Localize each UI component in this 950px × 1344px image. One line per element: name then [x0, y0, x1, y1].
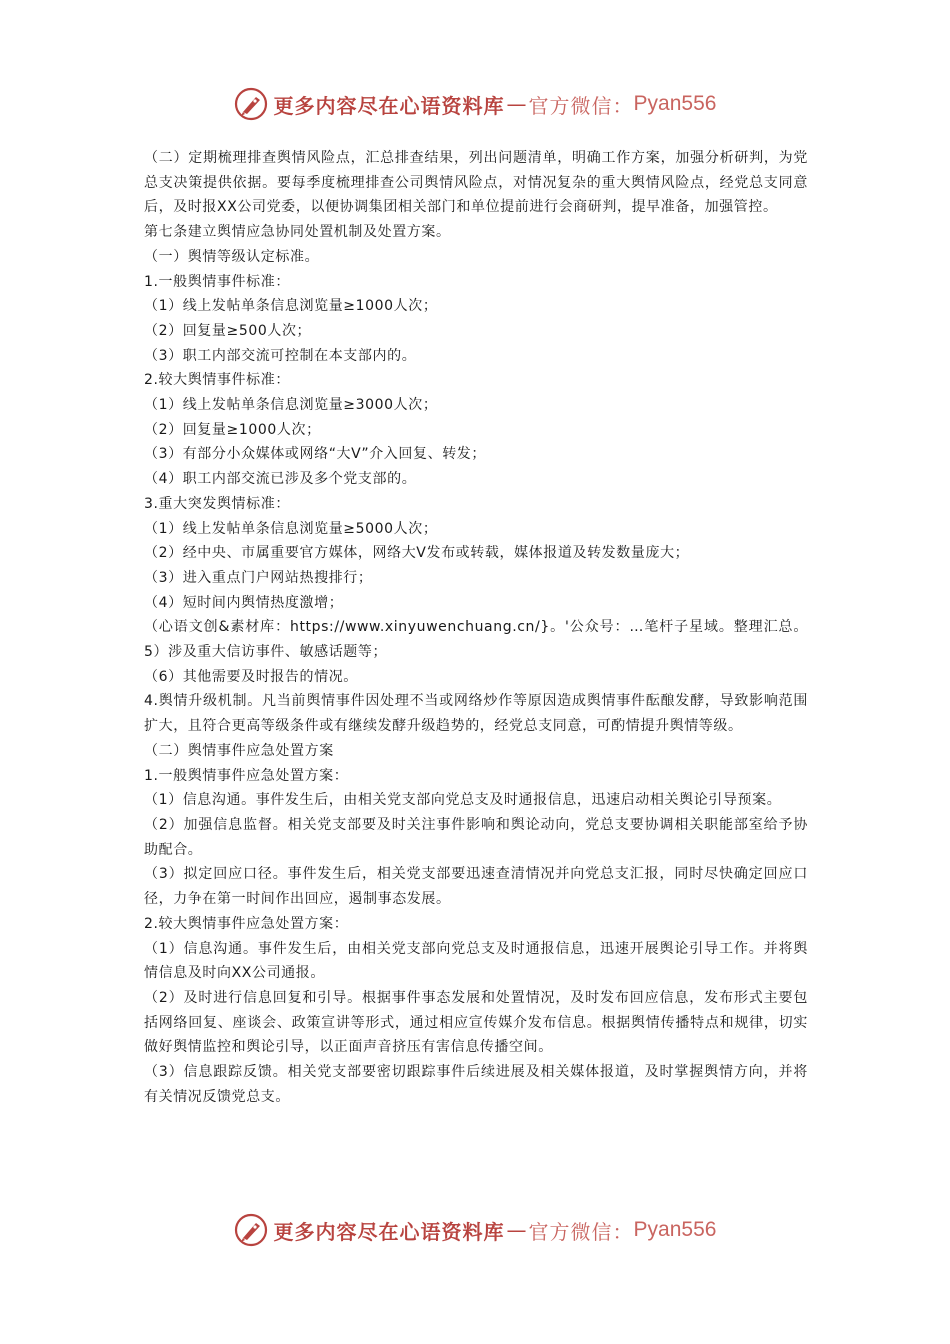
list-item: （1）线上发帖单条信息浏览量≥5000人次；	[144, 520, 438, 537]
list-heading: 1.一般舆情事件标准：	[144, 273, 290, 290]
banner-dash: —	[506, 92, 527, 116]
banner-main-text: 更多内容尽在心语资料库	[273, 1219, 505, 1244]
list-item: （2）加强信息监督。相关党支部要及时关注事件影响和舆论动向，党总支要协调相关职能部室给予协助配合。	[144, 816, 808, 858]
list-item: （1）信息沟通。事件发生后，由相关党支部向党总支及时通报信息，迅速启动相关舆论引导预案。	[144, 792, 782, 809]
footer-banner	[0, 1208, 950, 1252]
list-item: （2）及时进行信息回复和引导。根据事件事态发展和处置情况，及时发布回应信息，发布形式主要包括网络回复、座谈会、政策宣讲等形式，通过相应宣传媒介发布信息。根据舆情传播特点和规律，切实做好舆情监控和舆论引导，以正面声音挤压有害信息传播空间。	[144, 989, 808, 1056]
header-banner	[0, 82, 950, 126]
list-item: （2）回复量≥1000人次；	[144, 421, 321, 438]
list-item: （1）信息沟通。事件发生后，由相关党支部向党总支及时通报信息，迅速开展舆论引导工作。并将舆情信息及时向XX公司通报。	[144, 940, 808, 982]
banner-dash: —	[506, 1218, 527, 1242]
banner-wechat-label: 官方微信：	[528, 1219, 634, 1244]
list-item: （3）信息跟踪反馈。相关党支部要密切跟踪事件后续进展及相关媒体报道，及时掌握舆情方向，并将有关情况反馈党总支。	[144, 1064, 808, 1105]
banner-wechat-id: Pyan556	[633, 92, 717, 115]
paragraph: （二）定期梳理排查舆情风险点，汇总排查结果，列出问题清单，明确工作方案，加强分析研判，为党总支决策提供依据。要每季度梳理排查公司舆情风险点，对情况复杂的重大舆情风险点，经党总支同意后，及时报XX公司党委，以便协调集团相关部门和单位提前进行会商研判，提早准备，加强管控。	[144, 150, 808, 216]
list-item: （3）拟定回应口径。事件发生后，相关党支部要迅速查清情况并向党总支汇报，同时尽快确定回应口径，力争在第一时间作出回应，遏制事态发展。	[144, 866, 808, 908]
pen-nib-logo-icon	[234, 87, 268, 121]
banner-main-text: 更多内容尽在心语资料库	[273, 93, 505, 118]
banner-wechat-id: Pyan556	[633, 1218, 717, 1241]
list-item: （2）回复量≥500人次；	[144, 322, 312, 339]
subsection-heading: （一）舆情等级认定标准。	[144, 248, 320, 265]
list-heading: 3.重大突发舆情标准：	[144, 495, 290, 512]
list-item: （6）其他需要及时报告的情况。	[144, 668, 358, 685]
list-heading: 2.较大舆情事件应急处置方案：	[144, 915, 349, 932]
list-heading: 1.一般舆情事件应急处置方案：	[144, 767, 349, 784]
subsection-heading: （二）舆情事件应急处置方案	[144, 742, 334, 759]
list-item: （1）线上发帖单条信息浏览量≥3000人次；	[144, 397, 438, 414]
watermark-note-paragraph: （心语文创&素材库：https://www.xinyuwenchuang.cn/}。'公众号：…笔杆子星域。整理汇总。5）涉及重大信访事件、敏感话题等；	[144, 619, 808, 661]
list-item: （4）短时间内舆情热度激增；	[144, 594, 344, 611]
list-item: （3）进入重点门户网站热搜排行；	[144, 569, 373, 586]
list-item: （4）职工内部交流已涉及多个党支部的。	[144, 471, 417, 488]
section-heading: 第七条建立舆情应急协同处置机制及处置方案。	[144, 224, 451, 241]
paragraph: 4.舆情升级机制。凡当前舆情事件因处理不当或网络炒作等原因造成舆情事件酝酿发酵，导致影响范围扩大，且符合更高等级条件或有继续发酵升级趋势的，经党总支同意，可酌情提升舆情等级。	[144, 693, 808, 735]
banner-wechat-label: 官方微信：	[528, 93, 634, 118]
list-heading: 2.较大舆情事件标准：	[144, 372, 290, 389]
document-body	[144, 146, 808, 1109]
list-item: （2）经中央、市属重要官方媒体，网络大V发布或转载，媒体报道及转发数量庞大；	[144, 545, 690, 562]
list-item: （1）线上发帖单条信息浏览量≥1000人次；	[144, 298, 438, 315]
list-item: （3）职工内部交流可控制在本支部内的。	[144, 347, 417, 364]
list-item: （3）有部分小众媒体或网络“大V”介入回复、转发；	[144, 446, 486, 463]
pen-nib-logo-icon	[234, 1213, 268, 1247]
